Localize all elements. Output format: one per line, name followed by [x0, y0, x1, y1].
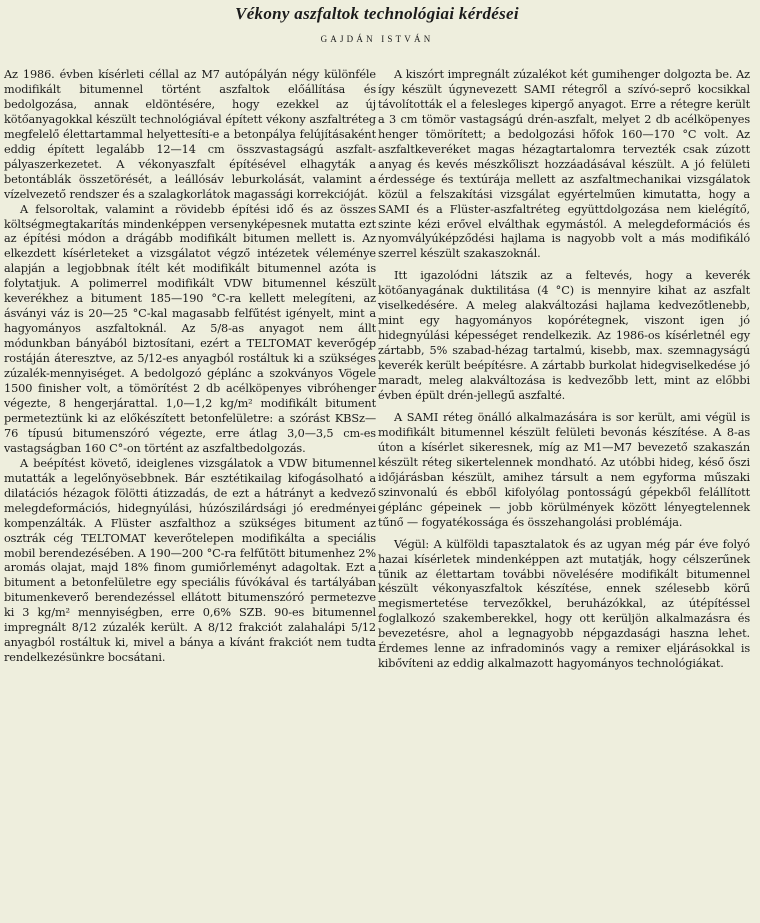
article-author: GAJDÁN ISTVÁN [320, 34, 434, 44]
paragraph: Az 1986. évben kísérleti céllal az M7 autópályán négy különféle modifikált bitumennel történt aszfaltok előállítása és bedolgozása, annak eldöntésére, hogy ezekkel az új kötőanyagokkal készült technológiával épített vékony aszfaltréteg megfelelő élettartammal helyettesíti-e a betonpálya felújításaként eddig épített legalább 12—14 cm összvastagságú aszfalt-pályaszerkezetet. A vékonyaszfalt építésével elhagyták a betontáblák összetörését, a leállósáv leburkolását, valamint a vízelvezető rendszer és a szalagkorlátok magassági korrekcióját. [4, 68, 376, 201]
paragraph: A beépítést követő, ideiglenes vizsgálatok a VDW bitumennel mutatták a legelőnyösebbnek. Bár esztétikailag kifogásolható a dilatációs hézagok fölötti átizzadás, de ezt a hátrányt a kedvező melegdeformációs, hidegnyúlási, húzószilárdsági jó eredményei kompenzálták. A Flüster aszfalthoz a szükséges bitument az osztrák cég TELTOMAT keverőtelepen modifikálta a speciális mobil berendezésében. A 190—200 °C-ra felfűtött bitumenhez 2% aromás olajat, majd 18% finom gumiőrleményt adagoltak. Ezt a bitument a betonfelületre egy speciális fúvókával és tartályában bitumenkeverő berendezéssel ellátott bitumenszóró permetezve ki 3 kg/m² mennyiségben, erre 0,6% SZB. 90-es bitumennel impregnált 8/12 zúzalék került. A 8/12 frakciót zalahalápi 5/12 anyagból rostáltuk ki, mivel a bánya a kívánt frakciót nem tudta rendelkezésünkre bocsátani. [4, 456, 376, 665]
right-column [378, 68, 750, 672]
paragraph: A kiszórt impregnált zúzalékot két gumihenger dolgozta be. Az így készült úgynevezett SAMI rétegről a szívó-seprő kocsikkal távolították el a felesleges kipergő anyagot. Erre a rétegre került a 3 cm tömör vastagságú drén-aszfalt, melyet 2 db acélköpenyes henger tömörített; a bedolgozási hőfok 160—170 °C volt. Az aszfaltkeveréket magas hézagtartalomra tervezték csak zúzott anyag és kevés mészkőliszt hozzáadásával készült. A jó felületi érdessége és textúrája mellett az aszfaltmechanikai vizsgálatok közül a felszakítási vizsgálat egyértelműen kimutatta, hogy a SAMI és a Flüster-aszfaltréteg együttdolgozása nem kielégítő, szinte kézi erővel elválthak egymástól. A melegdeformációs és nyomvályúképződési hajlama is nagyobb volt a más modifikáló szerrel készült szakaszoknál. [378, 68, 750, 261]
paragraph: Végül: A külföldi tapasztalatok és az ugyan még pár éve folyó hazai kísérletek mindenképpen azt mutatják, hogy célszerűnek tűnik az élettartam további növelésére modifikált bitumennel készült vékonyaszfaltok készítése, ennek szélesebb körű megismertetése tervezőkkel, beruházókkal, az útépítéssel foglalkozó szakemberekkel, hogy ott kerüljön alkalmazásra és bevezetésre, ahol a legnagyobb népgazdasági haszna lehet. Érdemes lenne az infradominós vagy a remixer eljárásokkal is kibővíteni az eddig alkalmazott hagyományos technológiákat. [378, 537, 750, 671]
article-title: Vékony aszfaltok technológiai kérdései [235, 4, 519, 23]
left-column [4, 68, 376, 672]
paragraph: Itt igazolódni látszik az a feltevés, hogy a keverék kötőanyagának duktilitása (4 °C) is mennyire kihat az aszfalt viselkedésére. A meleg alakváltozási hajlama kedvezőtlenebb, mint egy hagyományos kopórétegnek, viszont igen jó hidegnyúlási képességet rendelkezik. Az 1986-os kísérletnél egy zártabb, 5% szabad-hézag tartalmú, kisebb, max. szemnagyságú keverék került beépítésre. A zártabb burkolat hidegviselkedése jó maradt, meleg alakváltozása is kedvezőbb lett, mint az előbbi évben épült drén-jellegű aszfalté. [378, 269, 750, 403]
article-body [4, 68, 750, 672]
paragraph: A felsoroltak, valamint a rövidebb építési idő és az összes költségmegtakarítás mindenképpen versenyképesnek mutatta ezt az építési módon a drágább modifikált bitumen mellett is. Az elkezdett kísérleteket a vizsgálatot végző intézetek véleménye alapján a legjobbnak ítélt két modifikált bitumennel azóta is folytatjuk. A polimerrel modifikált VDW bitumennel készült keverékhez a bitument 185—190 °C-ra kellett melegíteni, az ásványi váz is 20—25 °C-kal magasabb felfűtést igényelt, mint a hagyományos aszfaltoknál. Az 5/8-as anyagot nem állt módunkban bányából biztosítani, ezért a TELTOMAT keverőgép rostáján áteresztve, az 5/12-es anyagból rostáltuk ki a szükséges zúzalék-mennyiséget. A bedolgozó géplánc a szokványos Vögele 1500 finisher volt, a tömörítést 2 db acélköpenyes vibróhenger végezte, 8 hengerjárattal. 1,0—1,2 kg/m² modifikált bitument permeteztünk ki az előkészített betonfelületre: a szórást KBSz—76 típusú bitumenszóró végezte, erre átlag 3,0—3,5 cm-es vastagságban 160 C°-on történt az aszfaltbedolgozás. [4, 202, 376, 455]
paragraph: A SAMI réteg önálló alkalmazására is sor került, ami végül is modifikált bitumennel készült felületi bevonás készítése. A 8-as úton a kísérlet sikeresnek, míg az M1—M7 bevezető szakaszán készült réteg sikertelennek mondható. Az utóbbi hideg, késő őszi időjárásban készült, amihez társult a nem egyforma műszaki szinvonalú és ebből kifolyólag pontosságú gépekből felállított géplánc gépeinek — jobb körülmények között lényegtelennek tűnő — fogyatékossága és összehangolási problémája. [378, 410, 750, 529]
